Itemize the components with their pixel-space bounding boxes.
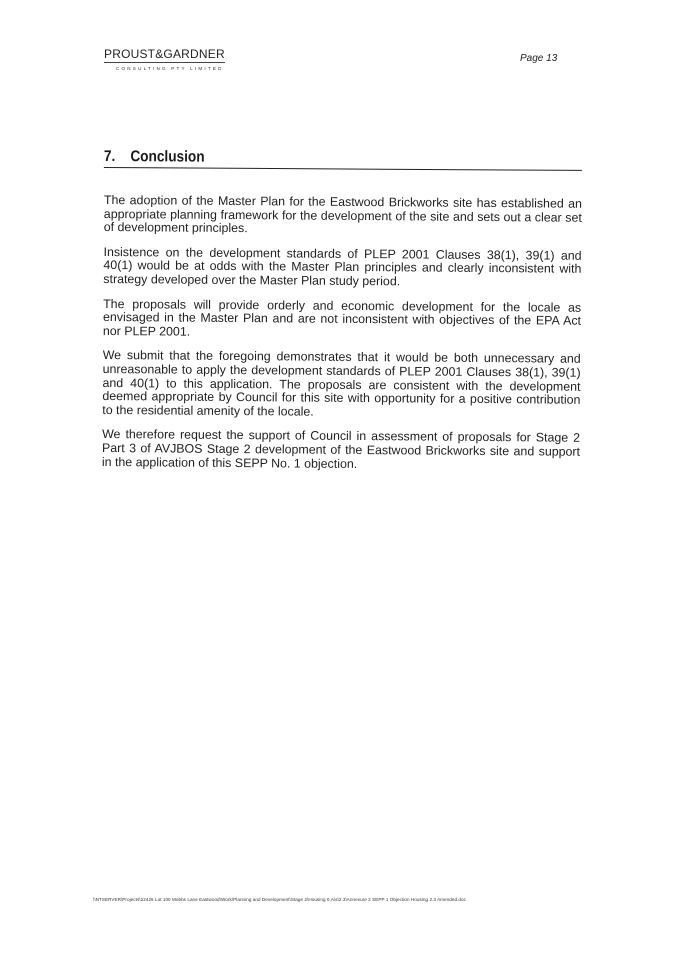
paragraph: We submit that the foregoing demonstrates that it would be both unnecessary and unreasonable to apply the development standards of PLEP 2001 Clauses 38(1), 39(1) and 40(1) to this application. The proposals are consistent with the development deemed appropriate by Council for this site with opportunity for a positive contribution to the residential amenity of the locale. xyxy=(102,348,581,419)
logo-wordmark: PROUST&GARDNER xyxy=(104,47,225,61)
page-number: Page 13 xyxy=(520,53,558,64)
section-heading xyxy=(104,148,582,171)
footer-file-path: \\NTSERVER\Projects\22425 Lot 100 Mobbs Lane Eastwood\Work\Planning and Development\Stage 2\Housing 0.A\s\2.3\Annexure 2 SEPP 1 Objection Housing 2.3 Amended.doc xyxy=(93,897,466,902)
paragraph: Insistence on the development standards of PLEP 2001 Clauses 38(1), 39(1) and 40(1) would be at odds with the Master Plan principles and clearly inconsistent with strategy developed over the Master Plan study period. xyxy=(103,244,582,289)
paragraph: The proposals will provide orderly and economic development for the locale as envisaged in the Master Plan and are not inconsistent with objectives of the EPA Act nor PLEP 2001. xyxy=(102,296,582,339)
logo-tagline: CONSULTING PTY LIMITED xyxy=(116,66,224,71)
section-title: Conclusion xyxy=(130,148,205,166)
section-number: 7. xyxy=(103,148,116,166)
company-logo xyxy=(104,47,225,71)
paragraph: The adoption of the Master Plan for the Eastwood Brickworks site has established an appropriate planning framework for the development of the site and sets out a clear set of development principles. xyxy=(103,193,582,236)
paragraph: We therefore request the support of Council in assessment of proposals for Stage 2 Part 3 of AVJBOS Stage 2 development of the Eastwood Brickworks site and support in the application of this SEPP No. 1 objection. xyxy=(101,427,581,471)
document-body xyxy=(102,194,582,484)
